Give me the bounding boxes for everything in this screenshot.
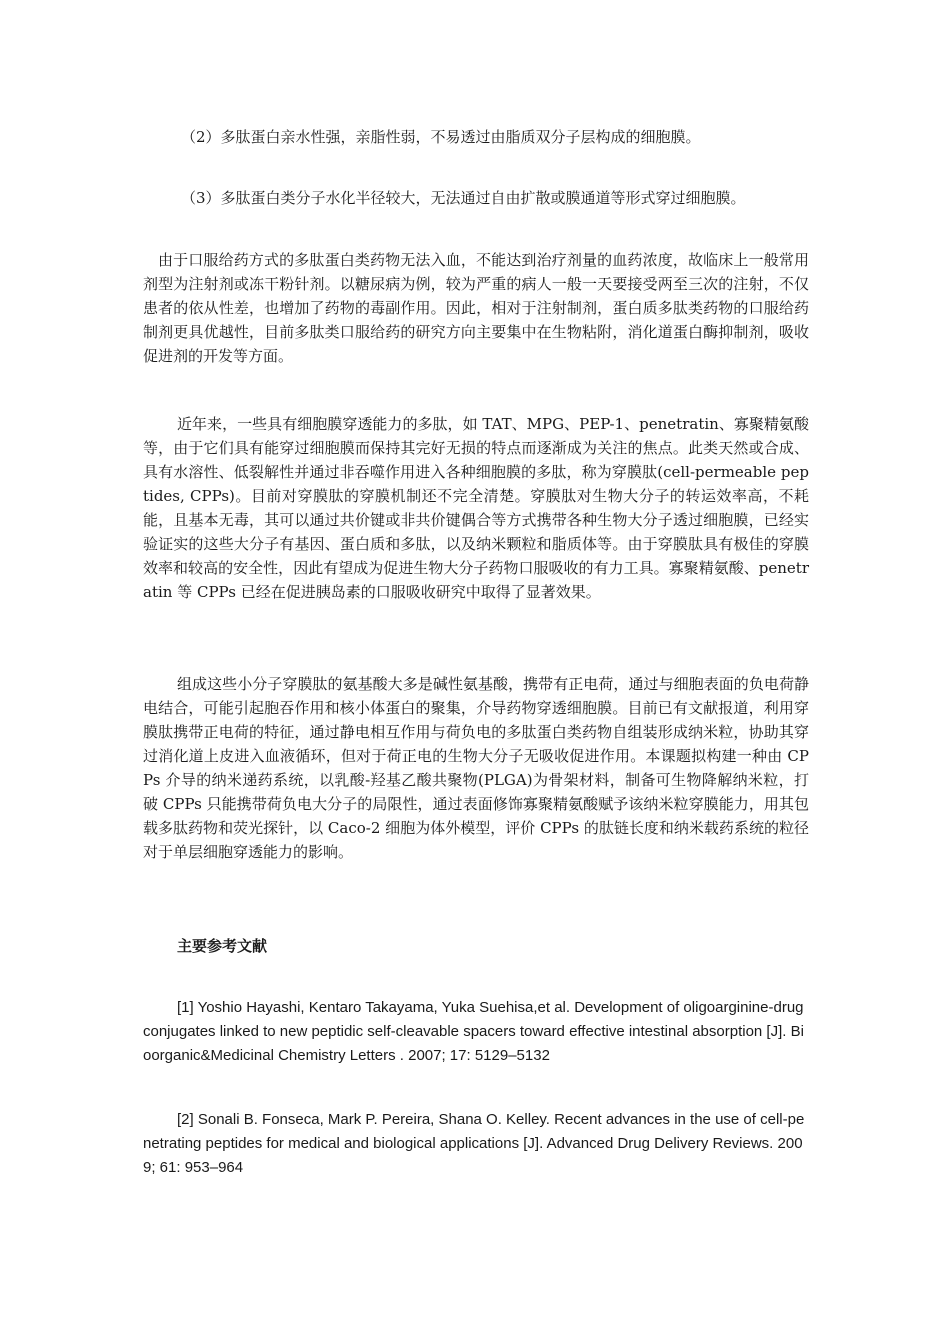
reference-item: [2] Sonali B. Fonseca, Mark P. Pereira, Shana O. Kelley. Recent advances in the use of cell-penetrating peptides for medical and biological applications [J]. Advanced Drug Delivery Reviews. 2009; 61: 953–964 (143, 1111, 805, 1176)
paragraph-research-plan: 组成这些小分子穿膜肽的氨基酸大多是碱性氨基酸，携带有正电荷，通过与细胞表面的负电荷静电结合，可能引起胞吞作用和核小体蛋白的聚集，介导药物穿透细胞膜。目前已有文献报道，利用穿膜肽携带正电荷的特征，通过静电相互作用与荷负电的多肽蛋白类药物自组装形成纳米粒，协助其穿过消化道上皮进入血液循环，但对于荷正电的生物大分子无吸收促进作用。本课题拟构建一种由 CPPs 介导的纳米递药系统，以乳酸-羟基乙酸共聚物(PLGA)为骨架材料，制备可生物降解纳米粒，打破 CPPs 只能携带荷负电大分子的局限性，通过表面修饰寡聚精氨酸赋予该纳米粒穿膜能力，用其包载多肽药物和荧光探针，以 Caco-2 细胞为体外模型，评价 CPPs 的肽链长度和纳米载药系统的粒径对于单层细胞穿透能力的影响。 (143, 675, 809, 861)
list-item-3: （3）多肽蛋白类分子水化半径较大，无法通过自由扩散或膜通道等形式穿过细胞膜。 (181, 189, 746, 207)
paragraph-oral-delivery: 由于口服给药方式的多肽蛋白类药物无法入血，不能达到治疗剂量的血药浓度，故临床上一般常用剂型为注射剂或冻干粉针剂。以糖尿病为例，较为严重的病人一般一天要接受两至三次的注射，不仅患者的依从性差，也增加了药物的毒副作用。因此，相对于注射制剂，蛋白质多肽类药物的口服给药制剂更具优越性，目前多肽类口服给药的研究方向主要集中在生物粘附，消化道蛋白酶抑制剂，吸收促进剂的开发等方面。 (143, 251, 809, 365)
paragraph-cpps-intro: 近年来，一些具有细胞膜穿透能力的多肽，如 TAT、MPG、PEP-1、penetratin、寡聚精氨酸等，由于它们具有能穿过细胞膜而保持其完好无损的特点而逐渐成为关注的焦点。此类天然或合成、具有水溶性、低裂解性并通过非吞噬作用进入各种细胞膜的多肽，称为穿膜肽(cell-permeable peptides, CPPs)。目前对穿膜肽的穿膜机制还不完全清楚。穿膜肽对生物大分子的转运效率高，不耗能，且基本无毒，其可以通过共价键或非共价键偶合等方式携带各种生物大分子透过细胞膜，已经实验证实的这些大分子有基因、蛋白质和多肽，以及纳米颗粒和脂质体等。由于穿膜肽具有极佳的穿膜效率和较高的安全性，因此有望成为促进生物大分子药物口服吸收的有力工具。寡聚精氨酸、penetratin 等 CPPs 已经在促进胰岛素的口服吸收研究中取得了显著效果。 (143, 415, 809, 601)
references-heading: 主要参考文献 (177, 937, 268, 955)
reference-item: [1] Yoshio Hayashi, Kentaro Takayama, Yuka Suehisa,et al. Development of oligoarginine-drug conjugates linked to new peptidic self-cleavable spacers toward effective intestinal absorption [J]. Bioorganic&Medicinal Chemistry Letters . 2007; 17: 5129–5132 (143, 999, 804, 1064)
list-item-2: （2）多肽蛋白亲水性强，亲脂性弱，不易透过由脂质双分子层构成的细胞膜。 (181, 128, 701, 146)
